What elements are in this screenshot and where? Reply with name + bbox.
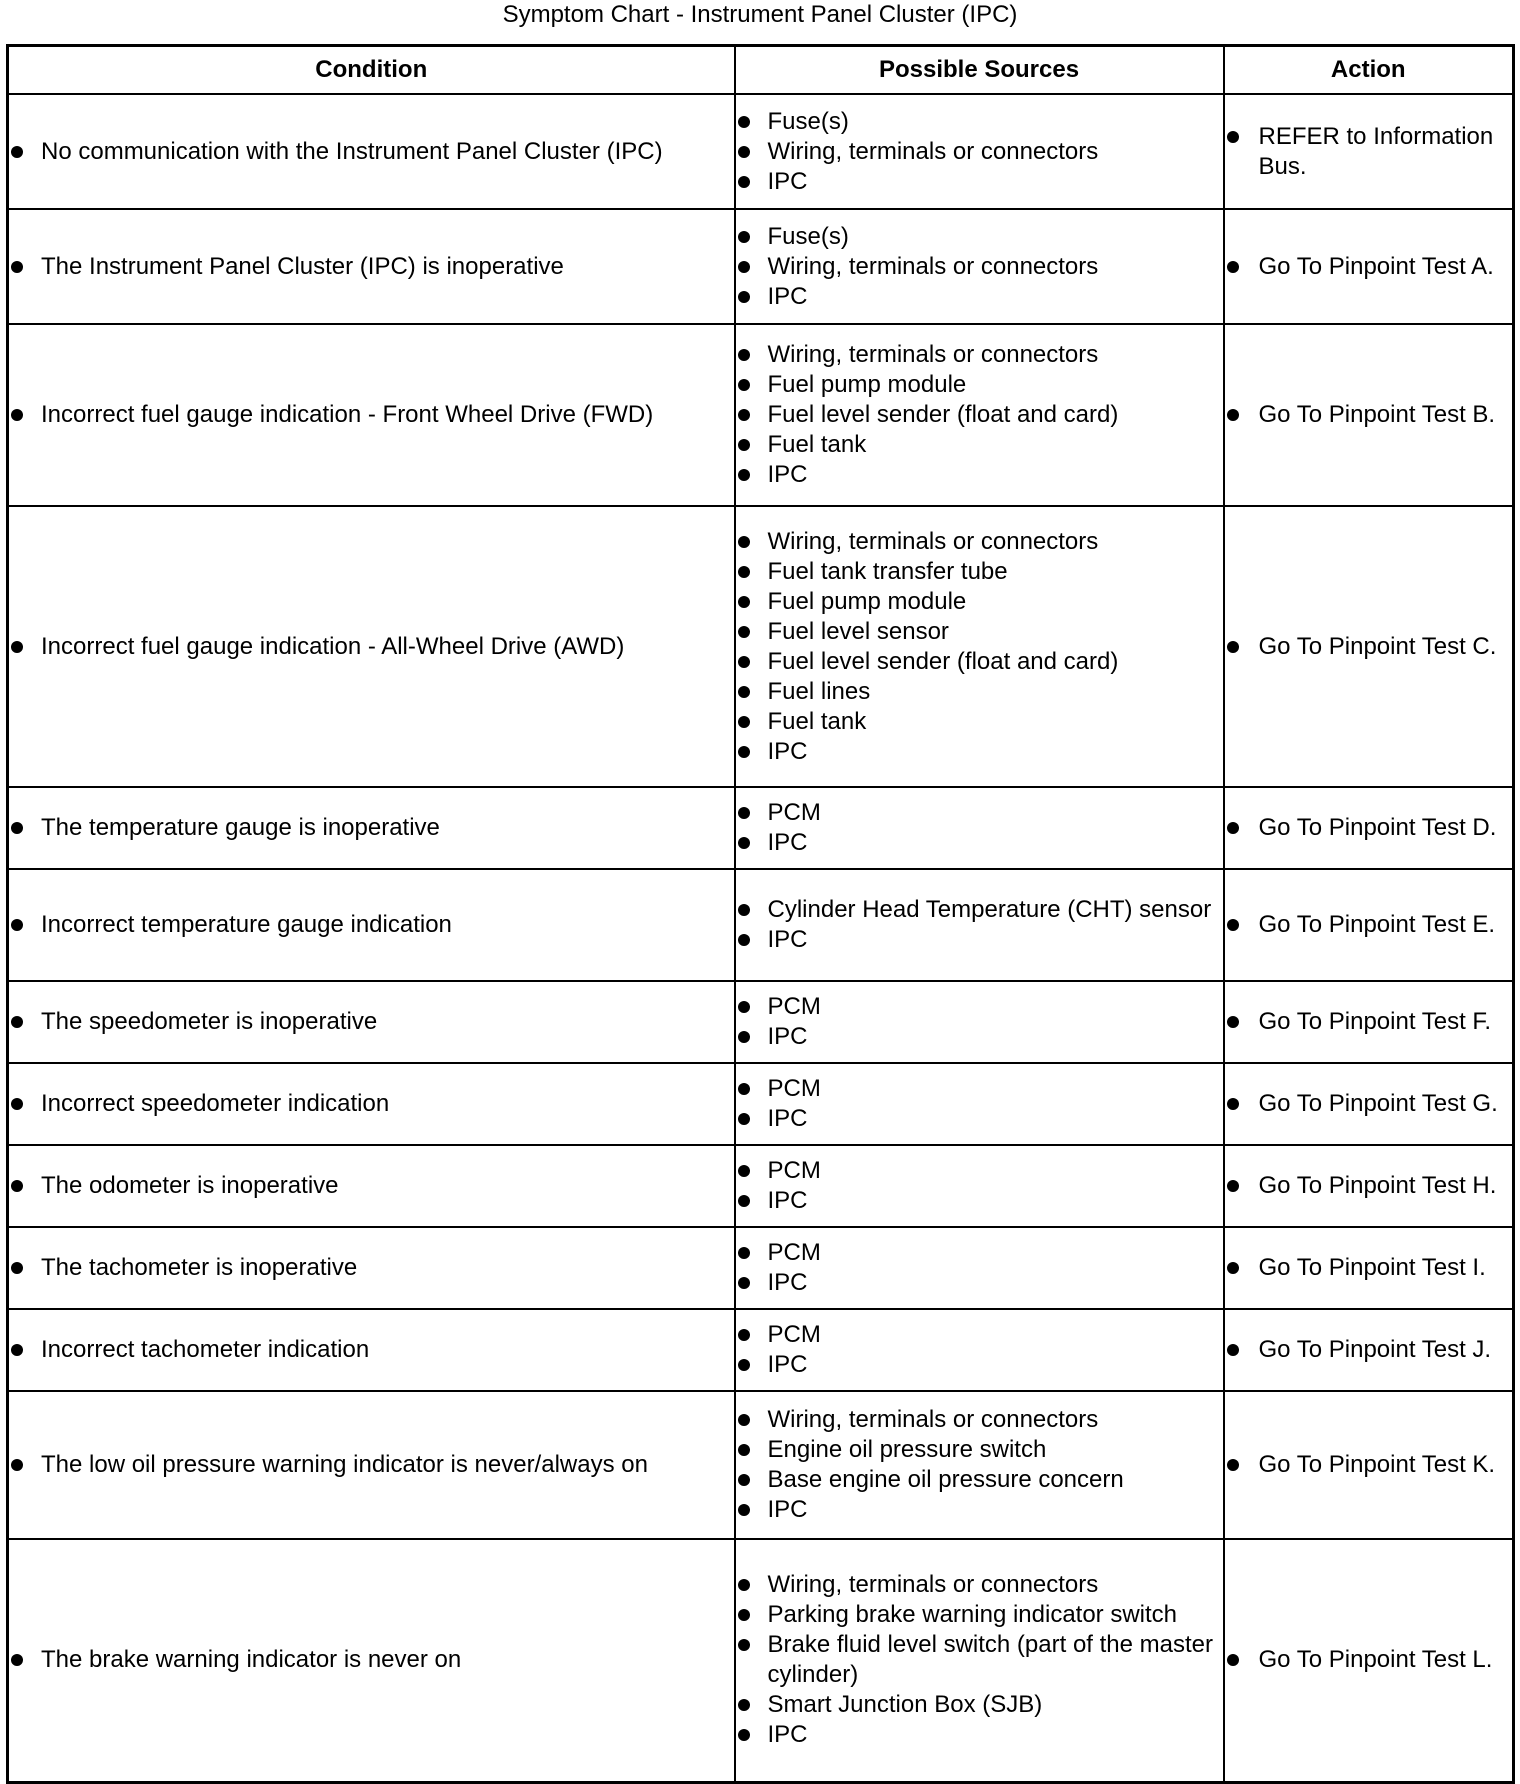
source-item: Fuel level sensor <box>736 617 1223 647</box>
action-list <box>1225 122 1513 182</box>
action-list <box>1225 910 1513 940</box>
source-item: PCM <box>736 1074 1223 1104</box>
source-item: PCM <box>736 798 1223 828</box>
condition-text: Incorrect temperature gauge indication <box>9 910 734 940</box>
condition-text: The tachometer is inoperative <box>9 1253 734 1283</box>
possible-sources-cell <box>735 1391 1224 1539</box>
possible-sources-list <box>736 107 1223 197</box>
action-list <box>1225 1645 1513 1675</box>
action-header: Action <box>1224 46 1514 95</box>
possible-sources-cell <box>735 981 1224 1063</box>
table-row <box>8 94 1514 209</box>
source-item: Fuel tank <box>736 430 1223 460</box>
source-item: Parking brake warning indicator switch <box>736 1600 1223 1630</box>
possible-sources-cell <box>735 506 1224 787</box>
condition-cell <box>8 324 735 506</box>
source-item: IPC <box>736 1022 1223 1052</box>
condition-cell <box>8 787 735 869</box>
table-body <box>8 94 1514 1782</box>
action-cell <box>1224 324 1514 506</box>
condition-text: The Instrument Panel Cluster (IPC) is inoperative <box>9 252 734 282</box>
condition-text: The low oil pressure warning indicator is never/always on <box>9 1450 734 1480</box>
source-item: Wiring, terminals or connectors <box>736 1405 1223 1435</box>
condition-cell <box>8 209 735 324</box>
possible-sources-list <box>736 1074 1223 1134</box>
source-item: Fuel level sender (float and card) <box>736 400 1223 430</box>
possible-sources-cell <box>735 1309 1224 1391</box>
possible-sources-cell <box>735 1539 1224 1782</box>
source-item: PCM <box>736 1238 1223 1268</box>
source-item: Engine oil pressure switch <box>736 1435 1223 1465</box>
condition-list <box>9 1089 734 1119</box>
source-item: Base engine oil pressure concern <box>736 1465 1223 1495</box>
action-list <box>1225 1450 1513 1480</box>
condition-header: Condition <box>8 46 735 95</box>
table-row <box>8 1391 1514 1539</box>
action-cell <box>1224 209 1514 324</box>
source-item: IPC <box>736 737 1223 767</box>
table-row <box>8 787 1514 869</box>
source-item: IPC <box>736 167 1223 197</box>
action-text: Go To Pinpoint Test L. <box>1225 1645 1513 1675</box>
action-cell <box>1224 981 1514 1063</box>
table-row <box>8 1539 1514 1782</box>
condition-list <box>9 1171 734 1201</box>
source-item: Wiring, terminals or connectors <box>736 1570 1223 1600</box>
action-cell <box>1224 1539 1514 1782</box>
source-item: IPC <box>736 1350 1223 1380</box>
source-item: Wiring, terminals or connectors <box>736 137 1223 167</box>
possible-sources-list <box>736 1320 1223 1380</box>
action-text: REFER to Information Bus. <box>1225 122 1513 182</box>
action-cell <box>1224 1309 1514 1391</box>
condition-cell <box>8 869 735 981</box>
possible-sources-list <box>736 895 1223 955</box>
source-item: Fuel pump module <box>736 370 1223 400</box>
possible-sources-list <box>736 1570 1223 1750</box>
condition-text: The brake warning indicator is never on <box>9 1645 734 1675</box>
possible-sources-cell <box>735 1063 1224 1145</box>
source-item: IPC <box>736 1495 1223 1525</box>
action-cell <box>1224 1063 1514 1145</box>
source-item: PCM <box>736 992 1223 1022</box>
action-cell <box>1224 506 1514 787</box>
action-text: Go To Pinpoint Test B. <box>1225 400 1513 430</box>
action-list <box>1225 1089 1513 1119</box>
action-list <box>1225 1171 1513 1201</box>
condition-text: Incorrect fuel gauge indication - All-Wheel Drive (AWD) <box>9 632 734 662</box>
condition-text: The temperature gauge is inoperative <box>9 813 734 843</box>
source-item: PCM <box>736 1156 1223 1186</box>
condition-list <box>9 910 734 940</box>
condition-text: Incorrect speedometer indication <box>9 1089 734 1119</box>
page-title: Symptom Chart - Instrument Panel Cluster (IPC) <box>502 1 1018 28</box>
action-list <box>1225 632 1513 662</box>
action-cell <box>1224 94 1514 209</box>
table-row <box>8 506 1514 787</box>
possible-sources-list <box>736 222 1223 312</box>
action-list <box>1225 813 1513 843</box>
source-item: PCM <box>736 1320 1223 1350</box>
possible-sources-header: Possible Sources <box>735 46 1224 95</box>
condition-text: The speedometer is inoperative <box>9 1007 734 1037</box>
source-item: Brake fluid level switch (part of the master cylinder) <box>736 1630 1223 1690</box>
condition-list <box>9 400 734 430</box>
possible-sources-list <box>736 1156 1223 1216</box>
action-text: Go To Pinpoint Test J. <box>1225 1335 1513 1365</box>
action-list <box>1225 252 1513 282</box>
source-item: Wiring, terminals or connectors <box>736 252 1223 282</box>
condition-cell <box>8 1145 735 1227</box>
source-item: Fuel pump module <box>736 587 1223 617</box>
action-list <box>1225 1253 1513 1283</box>
table-row <box>8 981 1514 1063</box>
condition-text: Incorrect tachometer indication <box>9 1335 734 1365</box>
action-cell <box>1224 1391 1514 1539</box>
possible-sources-cell <box>735 869 1224 981</box>
action-text: Go To Pinpoint Test H. <box>1225 1171 1513 1201</box>
condition-cell <box>8 1391 735 1539</box>
possible-sources-cell <box>735 324 1224 506</box>
condition-text: No communication with the Instrument Panel Cluster (IPC) <box>9 137 734 167</box>
condition-list <box>9 813 734 843</box>
possible-sources-list <box>736 1238 1223 1298</box>
possible-sources-cell <box>735 1145 1224 1227</box>
condition-cell <box>8 1227 735 1309</box>
condition-text: The odometer is inoperative <box>9 1171 734 1201</box>
condition-list <box>9 1253 734 1283</box>
source-item: IPC <box>736 925 1223 955</box>
condition-list <box>9 632 734 662</box>
table-row <box>8 1145 1514 1227</box>
source-item: Smart Junction Box (SJB) <box>736 1690 1223 1720</box>
action-cell <box>1224 869 1514 981</box>
source-item: IPC <box>736 1104 1223 1134</box>
condition-text: Incorrect fuel gauge indication - Front Wheel Drive (FWD) <box>9 400 734 430</box>
condition-list <box>9 137 734 167</box>
condition-cell <box>8 94 735 209</box>
action-cell <box>1224 1145 1514 1227</box>
action-text: Go To Pinpoint Test G. <box>1225 1089 1513 1119</box>
table-row <box>8 1063 1514 1145</box>
possible-sources-cell <box>735 209 1224 324</box>
possible-sources-list <box>736 1405 1223 1525</box>
table-row <box>8 869 1514 981</box>
possible-sources-list <box>736 798 1223 858</box>
source-item: IPC <box>736 1186 1223 1216</box>
source-item: IPC <box>736 460 1223 490</box>
condition-list <box>9 1007 734 1037</box>
source-item: Fuel tank <box>736 707 1223 737</box>
possible-sources-list <box>736 992 1223 1052</box>
table-row <box>8 324 1514 506</box>
source-item: Wiring, terminals or connectors <box>736 527 1223 557</box>
action-text: Go To Pinpoint Test D. <box>1225 813 1513 843</box>
source-item: Fuel tank transfer tube <box>736 557 1223 587</box>
source-item: Fuse(s) <box>736 107 1223 137</box>
source-item: IPC <box>736 1268 1223 1298</box>
possible-sources-cell <box>735 787 1224 869</box>
source-item: Fuel lines <box>736 677 1223 707</box>
symptom-chart-table <box>6 44 1515 1784</box>
action-list <box>1225 400 1513 430</box>
source-item: Fuse(s) <box>736 222 1223 252</box>
action-list <box>1225 1335 1513 1365</box>
source-item: IPC <box>736 828 1223 858</box>
possible-sources-list <box>736 340 1223 490</box>
condition-list <box>9 252 734 282</box>
table-row <box>8 1309 1514 1391</box>
condition-cell <box>8 1309 735 1391</box>
table-row <box>8 209 1514 324</box>
source-item: IPC <box>736 282 1223 312</box>
action-text: Go To Pinpoint Test K. <box>1225 1450 1513 1480</box>
source-item: Wiring, terminals or connectors <box>736 340 1223 370</box>
condition-list <box>9 1645 734 1675</box>
action-text: Go To Pinpoint Test I. <box>1225 1253 1513 1283</box>
source-item: IPC <box>736 1720 1223 1750</box>
action-text: Go To Pinpoint Test A. <box>1225 252 1513 282</box>
condition-cell <box>8 1539 735 1782</box>
condition-cell <box>8 506 735 787</box>
condition-cell <box>8 981 735 1063</box>
action-text: Go To Pinpoint Test C. <box>1225 632 1513 662</box>
table-header-row <box>8 46 1514 95</box>
source-item: Cylinder Head Temperature (CHT) sensor <box>736 895 1223 925</box>
condition-list <box>9 1450 734 1480</box>
table-row <box>8 1227 1514 1309</box>
condition-cell <box>8 1063 735 1145</box>
action-cell <box>1224 1227 1514 1309</box>
action-list <box>1225 1007 1513 1037</box>
condition-list <box>9 1335 734 1365</box>
source-item: Fuel level sender (float and card) <box>736 647 1223 677</box>
action-text: Go To Pinpoint Test F. <box>1225 1007 1513 1037</box>
action-text: Go To Pinpoint Test E. <box>1225 910 1513 940</box>
possible-sources-cell <box>735 1227 1224 1309</box>
possible-sources-list <box>736 527 1223 767</box>
possible-sources-cell <box>735 94 1224 209</box>
action-cell <box>1224 787 1514 869</box>
